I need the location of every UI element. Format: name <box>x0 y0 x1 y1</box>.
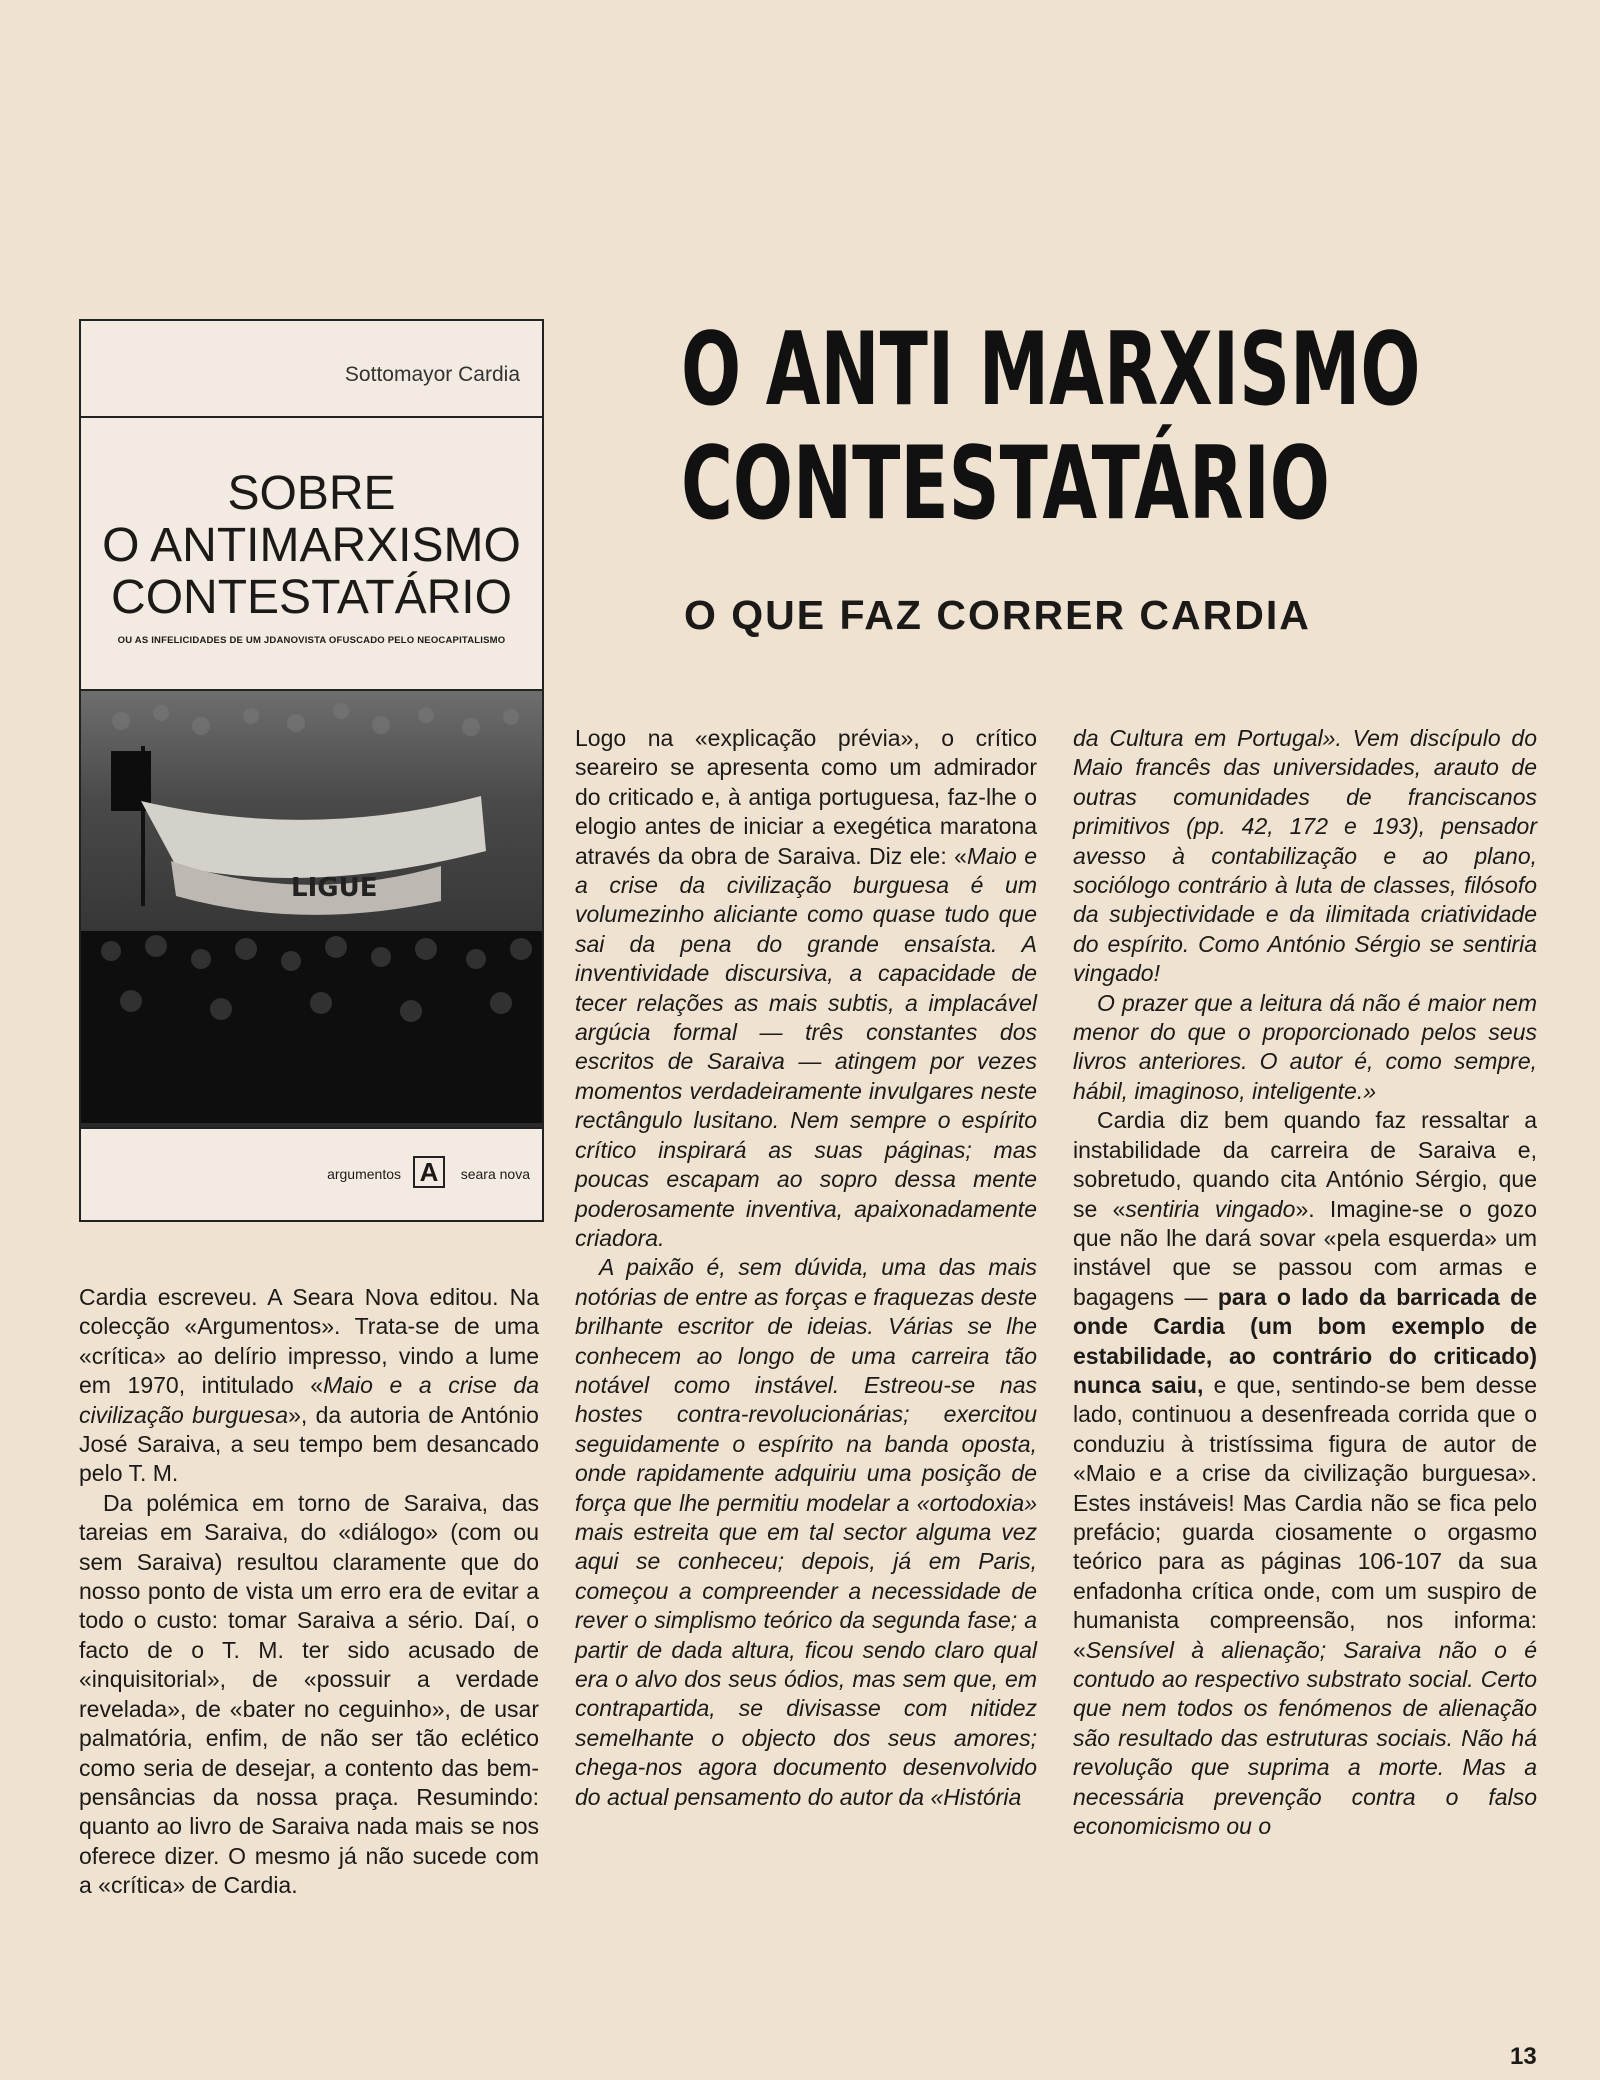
text-run: Logo na «explicação prévia», o crítico seareiro se apresenta como um admirador do criticado e, à antiga portuguesa, faz-lhe o elogio antes de iniciar a exegética maratona através da obra de Saraiva. Diz ele: « <box>575 725 1037 869</box>
paragraph <box>79 1283 539 1489</box>
cover-author-band <box>81 321 542 418</box>
publisher-logo: A <box>413 1156 445 1188</box>
text-run: », da autoria de António José Saraiva, a seu tempo bem desancado pelo T. M. <box>79 1401 539 1487</box>
protest-photo-graphic <box>81 691 542 1123</box>
paragraph <box>575 724 1037 1253</box>
article-column-1 <box>79 1283 539 1901</box>
book-title: Maio e a crise da civilização burguesa <box>79 1372 539 1428</box>
book-cover <box>79 319 544 1222</box>
paragraph: Da polémica em torno de Saraiva, das tareias em Saraiva, do «diálogo» (com ou sem Saraiva) resultou claramente que do nosso ponto de vista um erro era de evitar a todo o custo: tomar Saraiva a sério. Daí, o facto de o T. M. ter sido acusado de «inquisitorial», de «possuir a verdade revelada», de «bater no ceguinho», de usar palmatória, enfim, de não ser tão eclético como seria de desejar, a contento das bem-pensâncias da nossa praça. Resumindo: quanto ao livro de Saraiva nada mais se nos oferece dizer. O mesmo já não sucede com a «crítica» de Cardia. <box>79 1489 539 1899</box>
paragraph: O prazer que a leitura dá não é maior nem menor do que o proporcionado pelos seus livros anteriores. O autor é, como sempre, hábil, imaginoso, inteligente.» <box>1073 989 1537 1104</box>
paragraph <box>1073 724 1537 989</box>
publisher-series: argumentos <box>327 1166 401 1182</box>
banner-text: LIGUE <box>291 873 378 903</box>
cover-title-line: O ANTIMARXISMO <box>102 519 521 572</box>
article-column-3 <box>1073 724 1537 1841</box>
publisher-name: seara nova <box>460 1166 530 1182</box>
text-run: Cardia diz bem quando faz ressaltar a instabilidade da carreira de Saraiva e, sobretudo, quando cita António Sérgio, que se « <box>1073 1107 1537 1222</box>
cover-title-line: CONTESTATÁRIO <box>111 571 512 624</box>
cover-publisher-footer <box>81 1124 542 1220</box>
cover-title-line: SOBRE <box>227 467 396 520</box>
paragraph: A paixão é, sem dúvida, uma das mais notórias de entre as forças e fraquezas deste brilhante escritor de ideias. Várias se lhe conhecem ao longo de uma carreira tão notável como instável. Estreou-se nas hostes contra-revolucionárias; exercitou seguidamente o espírito na banda oposta, onde rapidamente adquiriu uma posição de força que lhe permitiu modelar a «ortodoxia» mais estreita que em tal sector alguma vez aqui se conheceu; depois, já em Paris, começou a compreender a necessidade de rever o simplismo teórico da segunda fase; a partir de dada altura, ficou sendo claro qual era o alvo dos seus ódios, mas sem que, em contrapartida, se divisasse com nitidez semelhante o objecto dos seus amores; chega-nos agora documento desenvolvido do actual pensamento do autor da «História <box>575 1254 1037 1810</box>
paragraph <box>1073 1106 1537 1841</box>
quoted-text: Maio e a crise da civilização burguesa é um volumezinho aliciante como quase tudo que sai da pena do grande ensaísta. A inventividade discursiva, a capacidade de tecer relações as mais subtis, a implacável argúcia formal — três constantes dos escritos de Saraiva — atingem por vezes momentos verdadeiramente invulgares neste rectângulo lusitano. Nem sempre o espírito crítico inspirará as suas páginas; mas poucas escapam ao sopro dessa mente poderosamente inventiva, apaixonadamente criadora. <box>575 842 1037 1251</box>
text-run: e que, sentindo-se bem desse lado, continuou a desenfreada corrida que o conduziu à tristíssima figura de autor de «Maio e a crise da civilização burguesa». Estes instáveis! Mas Cardia não se fica pelo prefácio; guarda ciosamente o orgasmo teórico para as páginas 106-107 da sua enfadonha crítica onde, com um suspiro de humanista compreensão, nos informa: « <box>1073 1371 1537 1663</box>
page-number: 13 <box>1510 2043 1537 2070</box>
quoted-text: da Cultura em Portugal». Vem discípulo do Maio francês das universidades, arauto de outras comunidades de franciscanos primitivos (pp. 42, 172 e 193), pensador avesso à contabilização e ao plano, sociólogo contrário à luta de classes, filósofo da subjectividade e da ilimitada criatividade do espírito. Como António Sérgio se sentiria vingado! <box>1073 725 1537 987</box>
text-run: Cardia escreveu. A Seara Nova editou. Na colecção «Argumentos». Trata-se de uma «crítica» ao delírio impresso, vindo a lume em 1970, intitulado « <box>79 1284 539 1399</box>
quoted-text: Sensível à alienação; Saraiva não o é contudo ao respectivo substrato social. Certo que nem todos os fenómenos de alienação são resultado das estruturas sociais. Não há revolução que suprima a morte. Mas a necessária prevenção contra o falso economicismo ou o <box>1073 1636 1537 1840</box>
cover-subtitle: OU AS INFELICIDADES DE UM JDANOVISTA OFUSCADO PELO NEOCAPITALISMO <box>117 635 506 646</box>
cover-protest-photo <box>81 689 542 1129</box>
bold-text: para o lado da barricada de onde Cardia (um bom exemplo de estabilidade, ao contrário do criticado) nunca saiu, <box>1073 1283 1537 1398</box>
text-run: ». Imagine-se o gozo que não lhe dará sovar «pela esquerda» um instável que se passou com armas e bagagens — <box>1073 1195 1537 1310</box>
headline-line-1: O ANTI MARXISMO <box>681 310 1421 428</box>
article-column-2 <box>575 724 1037 1812</box>
subheadline: O QUE FAZ CORRER CARDIA <box>684 592 1311 638</box>
headline-line-2: CONTESTATÁRIO <box>681 424 1330 542</box>
cover-author: Sottomayor Cardia <box>344 363 520 386</box>
quoted-text: sentiria vingado <box>1125 1195 1296 1222</box>
